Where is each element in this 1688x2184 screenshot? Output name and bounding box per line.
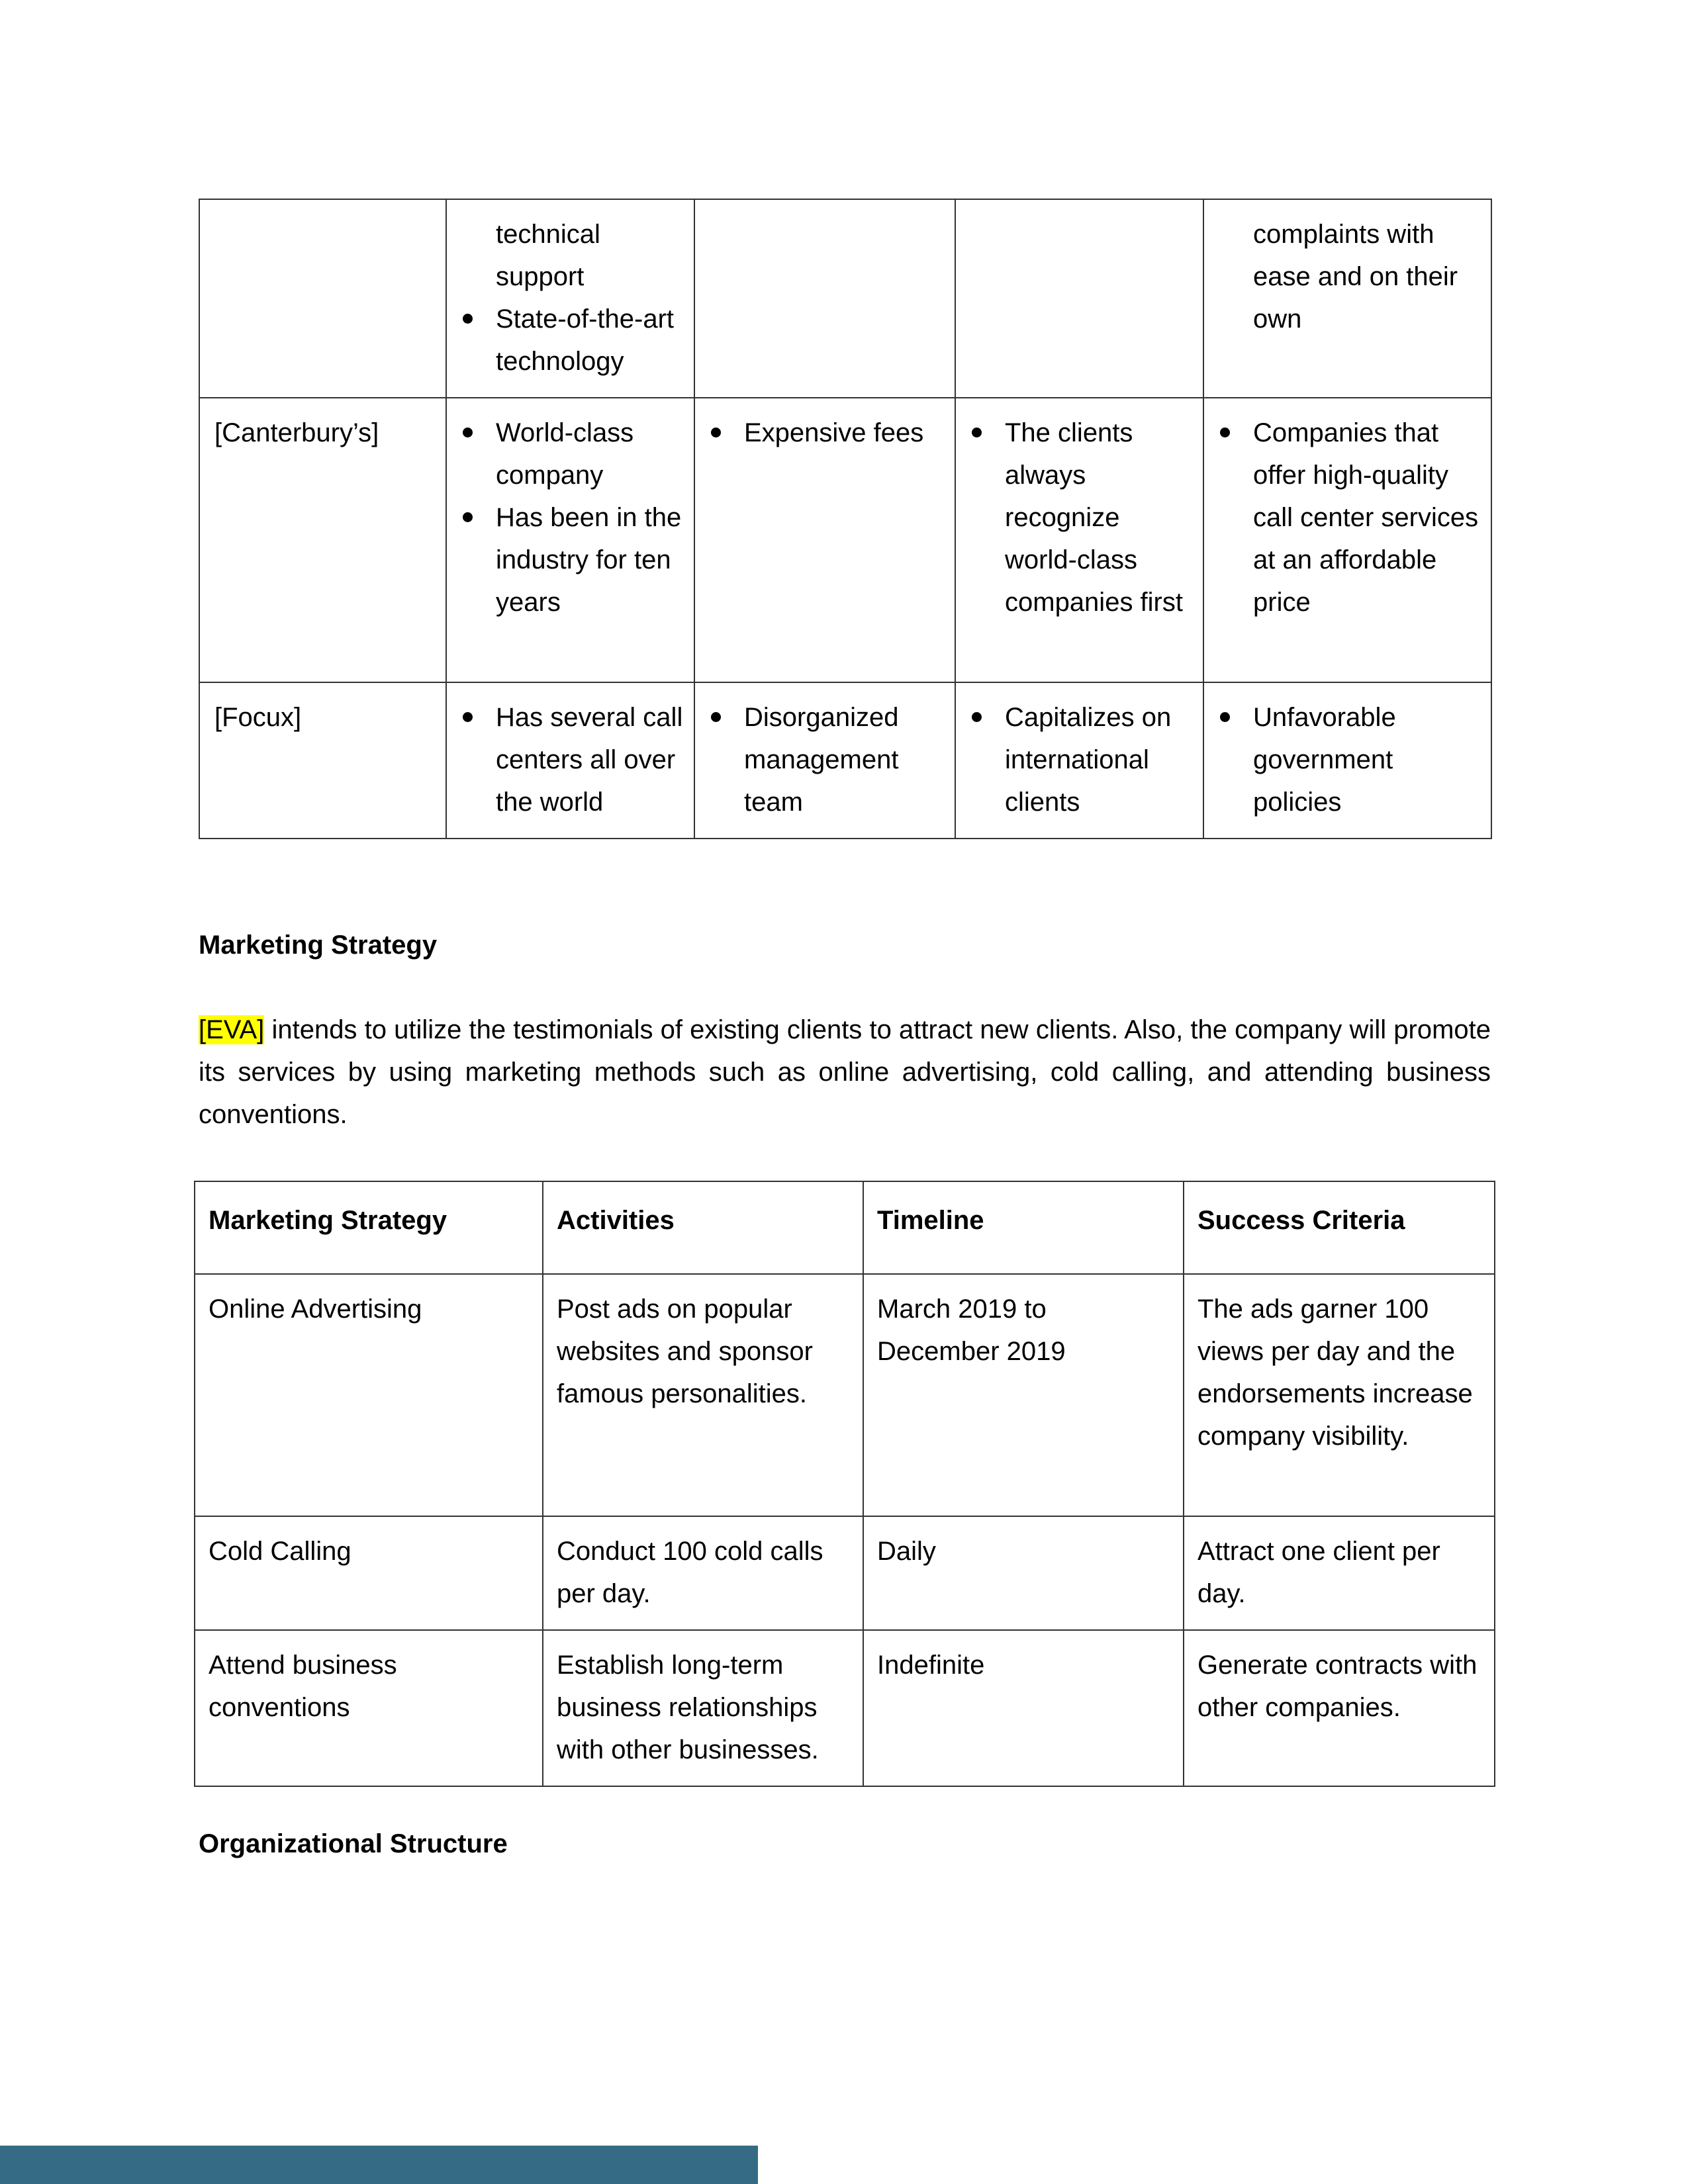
swot-threats-cell <box>1203 682 1491 839</box>
swot-weaknesses-cell <box>694 199 955 398</box>
swot-threats-cell <box>1203 398 1491 682</box>
list-item: Has been in the industry for ten years <box>460 496 684 623</box>
swot-opportunities-cell <box>955 199 1203 398</box>
table-cell: Cold Calling <box>195 1516 543 1630</box>
swot-bullet-list <box>460 696 684 823</box>
list-item: Capitalizes on international clients <box>969 696 1194 823</box>
list-item: Companies that offer high-quality call center services at an affordable price <box>1217 412 1481 623</box>
swot-bullet-list <box>460 412 684 623</box>
marketing-table-header-row <box>195 1181 1495 1274</box>
swot-table-body <box>199 199 1491 839</box>
swot-row <box>199 398 1491 682</box>
table-cell: Attract one client per day. <box>1184 1516 1495 1630</box>
swot-strengths-cell <box>446 199 694 398</box>
table-cell: Generate contracts with other companies. <box>1184 1630 1495 1786</box>
table-cell: Online Advertising <box>195 1274 543 1516</box>
swot-weaknesses-cell <box>694 398 955 682</box>
table-cell: Conduct 100 cold calls per day. <box>543 1516 863 1630</box>
table-row <box>195 1274 1495 1516</box>
list-item: World-class company <box>460 412 684 496</box>
table-cell: March 2019 to December 2019 <box>863 1274 1184 1516</box>
marketing-strategy-paragraph <box>199 1009 1491 1136</box>
swot-row <box>199 199 1491 398</box>
list-item: technical support <box>496 220 600 291</box>
table-cell: Attend business conventions <box>195 1630 543 1786</box>
list-item: Expensive fees <box>708 412 945 454</box>
list-item: complaints with ease and on their own <box>1253 220 1458 334</box>
competitor-name-cell: [Canterbury’s] <box>199 398 446 682</box>
swot-bullet-list <box>1217 213 1481 340</box>
swot-strengths-cell <box>446 682 694 839</box>
list-item: State-of-the-art technology <box>460 298 684 383</box>
table-cell: The ads garner 100 views per day and the endorsements increase company visibility. <box>1184 1274 1495 1516</box>
column-header-marketing-strategy: Marketing Strategy <box>195 1181 543 1274</box>
company-name-placeholder: [EVA] <box>199 1015 265 1044</box>
swot-opportunities-cell <box>955 682 1203 839</box>
list-item: The clients always recognize world-class companies first <box>969 412 1194 623</box>
table-cell: Indefinite <box>863 1630 1184 1786</box>
swot-strengths-cell <box>446 398 694 682</box>
competitor-name-cell: [Focux] <box>199 682 446 839</box>
swot-opportunities-cell <box>955 398 1203 682</box>
table-cell: Establish long-term business relationships with other businesses. <box>543 1630 863 1786</box>
swot-row <box>199 682 1491 839</box>
organizational-structure-heading: Organizational Structure <box>199 1829 508 1858</box>
marketing-strategy-heading: Marketing Strategy <box>199 931 438 960</box>
column-header-activities: Activities <box>543 1181 863 1274</box>
paragraph-text: intends to utilize the testimonials of existing clients to attract new clients. Also, the company will promote its services by using marketing methods such as online advertising, cold calling, and attending business conventions. <box>199 1015 1491 1129</box>
swot-bullet-list <box>1217 412 1481 623</box>
swot-table <box>199 199 1492 839</box>
competitor-name-cell <box>199 199 446 398</box>
swot-bullet-list <box>969 696 1194 823</box>
swot-threats-cell <box>1203 199 1491 398</box>
list-item: Disorganized management team <box>708 696 945 823</box>
column-header-timeline: Timeline <box>863 1181 1184 1274</box>
list-item: Unfavorable government policies <box>1217 696 1481 823</box>
swot-bullet-list <box>460 213 684 383</box>
footer-accent-bar <box>0 2146 758 2184</box>
table-row <box>195 1630 1495 1786</box>
table-cell: Daily <box>863 1516 1184 1630</box>
swot-bullet-list <box>969 412 1194 623</box>
swot-weaknesses-cell <box>694 682 955 839</box>
swot-bullet-list <box>1217 696 1481 823</box>
list-item: Has several call centers all over the world <box>460 696 684 823</box>
swot-bullet-list <box>708 696 945 823</box>
marketing-table <box>194 1181 1495 1787</box>
column-header-success-criteria: Success Criteria <box>1184 1181 1495 1274</box>
table-row <box>195 1516 1495 1630</box>
swot-bullet-list <box>708 412 945 454</box>
table-cell: Post ads on popular websites and sponsor famous personalities. <box>543 1274 863 1516</box>
